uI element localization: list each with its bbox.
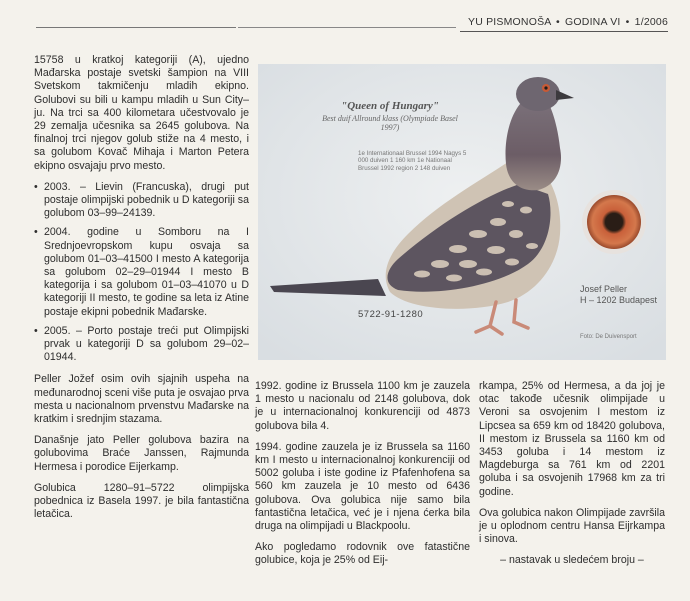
article-column-3 xyxy=(479,380,665,576)
paragraph: Ova golubica nakon Olimpijade završila je u oplodnom centru Hansa Eijrkampa i sinova. xyxy=(479,506,665,546)
header-underline xyxy=(460,31,668,32)
photo-title: "Queen of Hungary" xyxy=(341,100,439,112)
bullet-mark: • xyxy=(34,180,38,193)
bullet-item xyxy=(34,226,249,318)
header-separator: • xyxy=(625,16,630,28)
paragraph: 1992. godine iz Brussela 1100 km je zauzela 1 mesto u nacionalu od 2148 golubova, dok je u internacionalnoj konkurenciji od 4873 golubova bila 4. xyxy=(255,380,470,432)
volume-label: GODINA VI xyxy=(565,16,621,28)
paragraph: 1994. godine zauzela je iz Brussela sa 1160 km I mesto u internacionalnoj konkurenciji od 5002 goluba i iste godine iz Pfafenhofena sa 560 km zauzela je 10 mesto od 6436 golubova. Ova golubica nije samo bila fantastična letačica, već je i njena ćerka bila druga na olimpijadi u Blackpoolu. xyxy=(255,440,470,533)
bullet-mark: • xyxy=(34,324,38,337)
eye-closeup-pupil xyxy=(605,213,623,231)
header-separator: • xyxy=(556,16,560,28)
article-column-1 xyxy=(34,54,249,530)
paragraph: Golubica 1280–91–5722 olimpijska pobednica iz Basela 1997. je bila fantastična letačica. xyxy=(34,481,249,521)
page-header xyxy=(468,16,668,28)
continued-note: – nastavak u sledećem broju – xyxy=(500,554,644,567)
bullet-text: 2005. – Porto postaje treći put Olimpijski prvak u kategoriji D sa golubom 29–02–01944. xyxy=(44,324,249,364)
pigeon-head xyxy=(516,77,560,111)
owner-name: Josef Peller xyxy=(580,284,628,294)
pigeon-pupil xyxy=(544,86,547,89)
paragraph: rkampa, 25% od Hermesa, a da joj je otac takođe učesnik olimpijade u Veroni sa osvojenim I mestom iz Lipcsea sa 659 km od 18420 golubova, II mestom iz Brussela sa 1160 km od 3453 goluba i 14 mestom iz Magdeburga sa 761 km od 2201 goluba i sa osvojenih 17968 km za tri godine. xyxy=(479,380,665,498)
photo-subtitle: Best duif Allround klass (Olympiade Basel 1997) xyxy=(322,114,458,132)
pigeon-neck xyxy=(506,102,562,190)
header-rule-left xyxy=(36,27,236,28)
issue-number: 1/2006 xyxy=(634,16,668,28)
magazine-name: YU PISMONOŠA xyxy=(467,16,551,28)
pigeon-photo xyxy=(258,64,666,360)
bullet-text: 2003. – Lievin (Francuska), drugi put postaje olimpijski pobednik u D kategoriji sa golubom 03–99–24139. xyxy=(44,180,249,220)
photo-results: 1e Internationaal Brussel 1994 Nagys 5 000 duiven 1 160 km 1e Nationaal Brussel 1992 region 2 148 duiven xyxy=(358,150,467,172)
bullet-item xyxy=(34,325,249,365)
article-column-2 xyxy=(255,380,470,576)
bullet-mark: • xyxy=(34,226,38,239)
paragraph: Peller Jožef osim ovih sjajnih uspeha na međunarodnoj sceni više puta je osvajao prva mesta u nacionalnom prvenstvu Mađarske na kratkim i srednjim stazama. xyxy=(34,373,249,426)
owner-address: H – 1202 Budapest xyxy=(580,295,658,305)
photo-ring-number: 5722-91-1280 xyxy=(358,309,424,320)
photo-owner xyxy=(580,284,660,306)
header-rule-right xyxy=(238,27,456,28)
paragraph: 15758 u kratkoj kategoriji (A), ujedno Mađarska postaje svetski šampion na VIII Svetskom takmičenju mladih ekipno. Golubovi su bili u kampu mladih u Sun City–ju. Na trci sa 400 kilometara učestvovalo je 29 zemalja učesnika sa 2645 golubova. Na finalnoj trci njegov golub stiže na 4 mesto, i sa golubom Kovač Mihaja i Marton Petera ekipno osvajaju prvo mesto. xyxy=(34,54,249,172)
bullet-item xyxy=(34,181,249,221)
paragraph: Ako pogledamo rodovnik ove fatastične golubice, koja je 25% od Eij- xyxy=(255,541,470,567)
bullet-text: 2004. godine u Somboru na I Srednjoevropskom kupu osvaja sa golubom 01–03–41500 I mesto A kategorija sa golubom 02–29–01944 I mesto B kategorija i sa golubom 01–03–41070 u D kategoriji II mesto, te godine sa leta iz Atine postaje ekipni pobednik Mađarske. xyxy=(44,226,249,318)
photo-credit: Foto: De Duivensport xyxy=(580,334,637,340)
paragraph: Današnje jato Peller golubova bazira na golubovima Braće Janssen, Rajmunda Hermesa i porodice Eijerkamp. xyxy=(34,434,249,473)
